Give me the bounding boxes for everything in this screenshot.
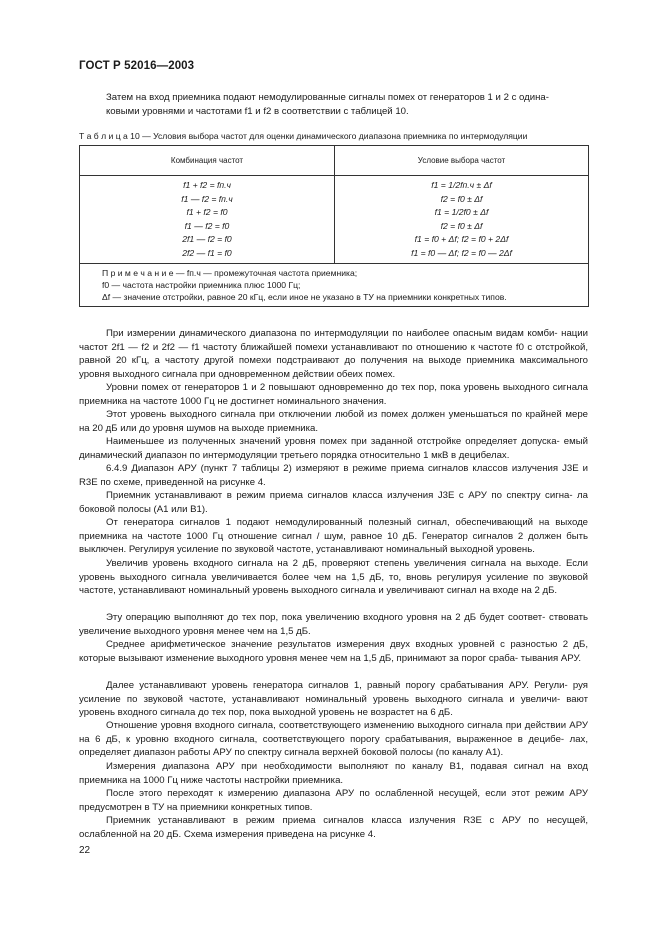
paragraph: Этот уровень выходного сигнала при отключении любой из помех должен уменьшаться по крайней мере на 20 дБ или до уровня шумов на выходе приемника. — [79, 409, 588, 434]
paragraph: Отношение уровня входного сигнала, соответствующего изменению выходного сигнала при действии АРУ на 6 дБ, к уровню входного сигнала, соответствующего порогу срабатывания, выраженное в децибе- лах, определяет диапазон работы АРУ по спектру сигнала верхней боковой полосы (по каналу A1). — [79, 720, 588, 759]
intro-line-2: ковыми уровнями и частотами f1 и f2 в соответствии с таблицей 10. — [106, 105, 409, 117]
note-line: П р и м е ч а н и е — fп.ч — промежуточная частота приемника; — [102, 267, 358, 278]
paragraph: Среднее арифметическое значение результатов измерения двух входных уровней с разностью 2 дБ, которые вызывают изменение выходного уровня менее чем на 1,5 дБ, принимают за порог сраба- тывания АРУ. — [79, 639, 588, 664]
intro-paragraph — [79, 91, 588, 118]
table-note — [80, 263, 589, 307]
paragraph: Приемник устанавливают в режим приема сигналов класса излучения R3E с АРУ по несущей, ослабленной на 20 дБ. Схема измерения приведена на рисунке 4. — [79, 815, 588, 840]
paragraph: От генератора сигналов 1 подают немодулированный полезный сигнал, обеспечивающий на выходе приемника на частоте 1000 Гц отношение сигнал / шум, равное 10 дБ. Генератор сигналов 2 должен быть выключен. Регулируя усиление по звуковой частоте, устанавливают номинальный выходной уровень. — [79, 517, 588, 556]
paragraph: Приемник устанавливают в режим приема сигналов класса излучения J3E с АРУ по спектру сигна- ла боковой полосы (A1 или B1). — [79, 490, 588, 515]
condition-cell: f1 = f0 — Δf; f2 = f0 — 2Δf — [411, 247, 512, 258]
combination-cell: f1 + f2 = f0 — [186, 207, 228, 218]
document-header: ГОСТ Р 52016—2003 — [79, 60, 195, 72]
combination-cell: 2f2 — f1 = f0 — [182, 247, 232, 258]
condition-cell: f2 = f0 ± Δf — [440, 220, 483, 231]
paragraph: Измерения диапазона АРУ при необходимости выполняют по каналу B1, подавая сигнал на вход приемника на 1000 Гц ниже частоты настройки приемника. — [79, 761, 588, 786]
condition-column — [335, 176, 589, 264]
condition-cell: f1 = 1/2f0 ± Δf — [434, 207, 489, 218]
paragraph: При измерении динамического диапазона по интермодуляции по наиболее опасным видам комби- нации частот 2f1 — f2 и 2f2 — f1 частоту ближайшей помехи устанавливают по отношению к частоте f0 с отстройкой, равной 20 кГц, а частоту другой помехи подстраивают до получения на выходе приемника максимального уровня выходного сигнала при одновременном действии обеих помех. — [79, 328, 588, 380]
condition-cell: f2 = f0 ± Δf — [440, 193, 483, 204]
combination-cell: 2f1 — f2 = f0 — [182, 234, 232, 245]
paragraph: Уровни помех от генераторов 1 и 2 повышают одновременно до тех пор, пока уровень выходного сигнала приемника на частоте 1000 Гц не достигнет номинального значения. — [79, 382, 588, 407]
condition-cell: f1 = f0 + Δf; f2 = f0 + 2Δf — [414, 234, 509, 245]
paragraph: Далее устанавливают уровень генератора сигналов 1, равный порогу срабатывания АРУ. Регули- руя усиление по звуковой частоте, устанавливают номинальный уровень выходного сигнала и увеличи- вают уровень входного сигнала до тех пор, пока выходной уровень не возрастет на 6 дБ. — [79, 680, 588, 719]
note-line: f0 — частота настройки приемника плюс 1000 Гц; — [102, 279, 301, 290]
paragraph: 6.4.9 Диапазон АРУ (пункт 7 таблицы 2) измеряют в режиме приема сигналов классов излучения J3E и R3E по схеме, приведенной на рисунке 4. — [79, 463, 588, 488]
paragraph: После этого переходят к измерению диапазона АРУ по ослабленной несущей, если этот режим АРУ предусмотрен в ТУ на приемники конкретных типов. — [79, 788, 588, 813]
combination-cell: f1 — f2 = fп.ч — [181, 193, 233, 204]
paragraph: Наименьшее из полученных значений уровня помех при заданной отстройке определяет допуска- емый динамический диапазон по интермодуляции третьего порядка относительно 1 мкВ в децибелах. — [79, 436, 588, 461]
column-header-condition: Условие выбора частот — [335, 146, 589, 176]
paragraph: Эту операцию выполняют до тех пор, пока увеличению входного уровня на 2 дБ будет соответ- ствовать увеличение выходного уровня менее чем на 1,5 дБ. — [79, 612, 588, 637]
note-line: Δf — значение отстройки, равное 20 кГц, если иное не указано в ТУ на приемники конкретных типов. — [102, 291, 507, 302]
combination-cell: f1 — f2 = f0 — [184, 220, 230, 231]
table-caption: Т а б л и ц а 10 — Условия выбора частот для оценки динамического диапазона приемника по интермодуляции — [79, 131, 528, 141]
condition-cell: f1 = 1/2fп.ч ± Δf — [431, 180, 492, 190]
column-header-combination: Комбинация частот — [80, 146, 335, 176]
frequency-table — [79, 145, 589, 307]
combination-cell: f1 + f2 = fп.ч — [183, 180, 231, 190]
intro-line-1: Затем на вход приемника подают немодулированные сигналы помех от генераторов 1 и 2 с одина- — [106, 92, 549, 103]
page-number: 22 — [79, 845, 91, 856]
combination-column — [80, 176, 335, 264]
paragraph: Увеличив уровень входного сигнала на 2 дБ, проверяют степень увеличения сигнала на выходе. Если уровень выходного сигнала увеличивается более чем на 1,5 дБ, то, вновь регулируя усиление по звуковой частоте, устанавливают номинальный уровень выходного сигнала и увеличивают сигнал на входе на 2 дБ. — [79, 558, 588, 597]
